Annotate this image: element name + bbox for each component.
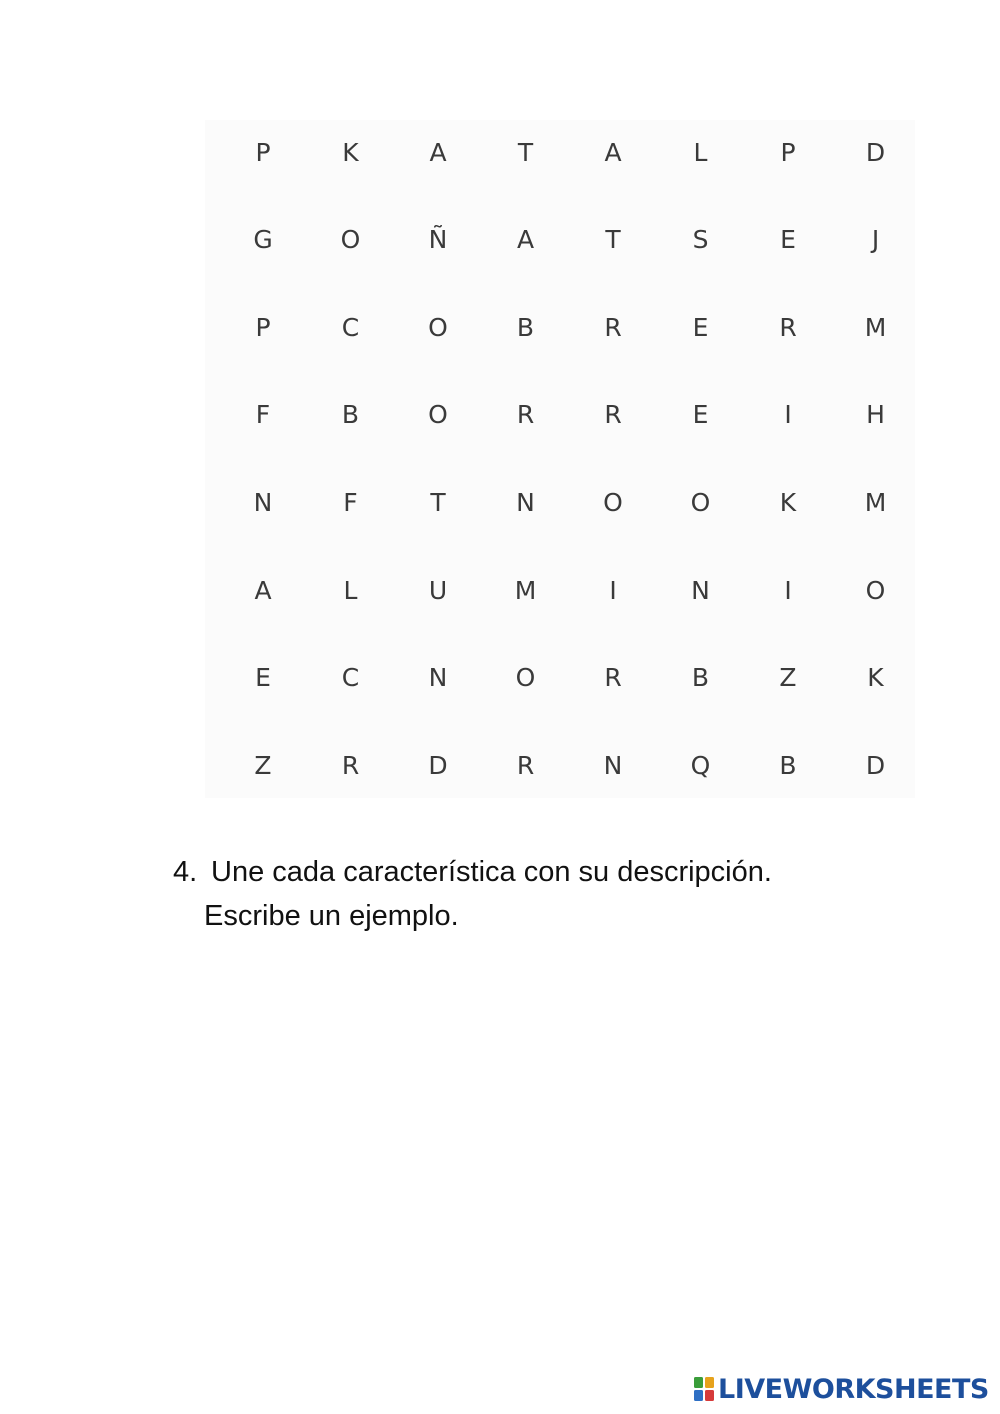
question-number: 4. bbox=[173, 856, 198, 888]
grid-letter: T bbox=[430, 487, 446, 517]
grid-letter: O bbox=[690, 487, 711, 517]
grid-letter: O bbox=[603, 487, 623, 517]
grid-letter: N bbox=[516, 487, 535, 517]
liveworksheets-brand[interactable] bbox=[693, 1372, 989, 1406]
grid-letter: U bbox=[428, 575, 448, 605]
grid-letter: L bbox=[693, 137, 708, 167]
instruction-text: Une cada característica con su descripción. bbox=[211, 856, 772, 888]
grid-letter: N bbox=[603, 750, 623, 780]
grid-letter: R bbox=[604, 663, 622, 693]
grid-letter: D bbox=[865, 137, 886, 167]
grid-letter: K bbox=[867, 663, 884, 693]
grid-letter: B bbox=[341, 400, 360, 430]
grid-letter: R bbox=[604, 400, 622, 430]
grid-letter: Ñ bbox=[428, 225, 448, 255]
grid-letter: D bbox=[865, 750, 886, 780]
grid-letter: P bbox=[780, 137, 796, 167]
grid-letter: O bbox=[515, 663, 536, 693]
grid-letter: N bbox=[691, 575, 710, 605]
grid-letter: Z bbox=[779, 663, 797, 693]
instruction-line-2: Escribe un ejemplo. bbox=[204, 900, 459, 932]
grid-letter: T bbox=[517, 137, 534, 167]
grid-letter: J bbox=[871, 225, 880, 255]
grid-letter: R bbox=[341, 750, 360, 780]
grid-letter: N bbox=[253, 487, 273, 517]
grid-letter: E bbox=[692, 312, 709, 342]
grid-letter: F bbox=[343, 487, 358, 517]
grid-letter: M bbox=[864, 487, 887, 517]
instruction-line-1 bbox=[173, 850, 933, 894]
grid-letter: T bbox=[605, 225, 621, 255]
grid-letter: R bbox=[516, 750, 535, 780]
grid-letter: I bbox=[784, 400, 792, 430]
grid-letter: H bbox=[866, 400, 885, 430]
grid-letter: C bbox=[341, 663, 360, 693]
grid-letter: E bbox=[255, 663, 271, 693]
grid-letter: Z bbox=[254, 750, 272, 780]
grid-letter: R bbox=[779, 312, 797, 342]
brand-name: LIVEWORKSHEETS bbox=[718, 1373, 989, 1405]
grid-letter: C bbox=[341, 312, 360, 342]
grid-letter: A bbox=[604, 137, 622, 167]
grid-letter: B bbox=[779, 750, 797, 780]
liveworksheets-logo-icon bbox=[693, 1376, 715, 1402]
grid-letter: R bbox=[516, 400, 535, 430]
grid-letter: O bbox=[865, 575, 886, 605]
grid-letter: O bbox=[428, 400, 448, 430]
grid-letter: N bbox=[428, 663, 448, 693]
grid-letter: A bbox=[254, 575, 272, 605]
grid-letter: O bbox=[340, 225, 361, 255]
grid-letter: K bbox=[342, 137, 359, 167]
grid-letter: M bbox=[514, 575, 537, 605]
word-search-grid bbox=[205, 120, 915, 798]
grid-letter: M bbox=[864, 312, 887, 342]
grid-letter: S bbox=[692, 225, 709, 255]
grid-letter: Q bbox=[690, 750, 711, 780]
grid-letter: A bbox=[516, 225, 535, 255]
grid-letter: B bbox=[516, 312, 535, 342]
grid-letter: P bbox=[255, 137, 271, 167]
grid-letter: P bbox=[255, 312, 271, 342]
instructions bbox=[173, 850, 933, 938]
grid-letter: A bbox=[429, 137, 447, 167]
grid-letter: F bbox=[255, 400, 271, 430]
grid-letter: D bbox=[428, 750, 448, 780]
grid-letter: O bbox=[428, 312, 448, 342]
grid-letter: K bbox=[779, 487, 797, 517]
grid-letter: L bbox=[343, 575, 358, 605]
grid-letter: B bbox=[691, 663, 710, 693]
grid-letter: E bbox=[780, 225, 796, 255]
grid-letter: E bbox=[692, 400, 709, 430]
grid-letter: G bbox=[253, 225, 273, 255]
grid-letter: I bbox=[784, 575, 792, 605]
grid-letter: I bbox=[609, 575, 617, 605]
grid-letter: R bbox=[604, 312, 622, 342]
